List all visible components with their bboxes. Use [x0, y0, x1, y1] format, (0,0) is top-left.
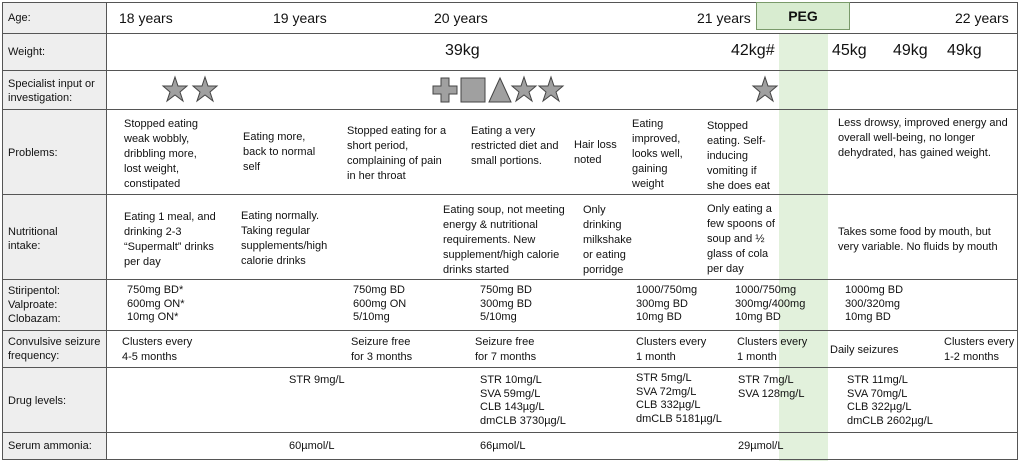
row-label-problems: Problems: — [8, 147, 58, 159]
doses-2: 750mg BD 600mg ON 5/10mg — [353, 284, 407, 323]
problem-3: Stopped eating for a short period, complaining of pain in her throat — [347, 125, 447, 182]
levels-4: STR 7mg/L SVA 128mg/L — [738, 374, 805, 400]
weight-39: 39kg — [445, 42, 480, 59]
star-icon — [752, 76, 778, 102]
problem-4: Eating a very restricted diet and small portions. — [471, 125, 559, 167]
nutrition-3: Eating soup, not meeting energy & nutritional requirements. New supplement/high calorie drinks started — [443, 204, 565, 276]
row-label-nutrition: Nutritional intake: — [8, 226, 58, 252]
star-icon — [162, 76, 188, 102]
doses-1: 750mg BD* 600mg ON* 10mg ON* — [127, 284, 185, 323]
seizure-7: Clusters every 1-2 months — [944, 336, 1015, 363]
square-icon — [460, 77, 486, 103]
nutrition-2: Eating normally. Taking regular supplements/high calorie drinks — [241, 210, 328, 267]
age-19: 19 years — [273, 10, 327, 26]
age-18: 18 years — [119, 10, 173, 26]
levels-3: STR 5mg/L SVA 72mg/L CLB 332µg/L dmCLB 5181µg/L — [636, 372, 722, 425]
triangle-icon — [488, 77, 512, 103]
row-label-drugs: Stiripentol: Valproate: Clobazam: — [8, 285, 61, 325]
weight-49a: 49kg — [893, 42, 928, 59]
nutrition-4: Only drinking milkshake or eating porridge — [583, 204, 632, 276]
problem-6: Eating improved, looks well, gaining weight — [632, 118, 683, 190]
star-icon — [192, 76, 218, 102]
levels-1: STR 9mg/L — [289, 374, 345, 386]
problem-2: Eating more, back to normal self — [243, 131, 316, 173]
nutrition-5: Only eating a few spoons of soup and ½ glass of cola per day — [707, 203, 775, 275]
row-label-weight: Weight: — [8, 46, 46, 58]
row-label-seizures: Convulsive seizure frequency: — [8, 336, 101, 362]
doses-5: 1000/750mg 300mg/400mg 10mg BD — [735, 284, 806, 323]
doses-4: 1000/750mg 300mg BD 10mg BD — [636, 284, 698, 323]
seizure-4: Clusters every 1 month — [636, 336, 707, 363]
problem-1: Stopped eating weak wobbly, dribbling more, lost weight, constipated — [124, 118, 199, 190]
seizure-6: Daily seizures — [830, 344, 899, 356]
age-22: 22 years — [955, 10, 1009, 26]
age-21: 21 years — [697, 10, 751, 26]
star-icon — [538, 76, 564, 102]
weight-45: 45kg — [832, 42, 867, 59]
ammonia-2: 66µmol/L — [480, 440, 526, 452]
age-20: 20 years — [434, 10, 488, 26]
levels-2: STR 10mg/L SVA 59mg/L CLB 143µg/L dmCLB 3730µg/L — [480, 374, 566, 427]
levels-5: STR 11mg/L SVA 70mg/L CLB 322µg/L dmCLB 2602µg/L — [847, 374, 933, 427]
seizure-3: Seizure free for 7 months — [475, 336, 537, 363]
seizure-1: Clusters every 4-5 months — [122, 336, 193, 363]
peg-marker: PEG — [756, 2, 850, 30]
nutrition-1: Eating 1 meal, and drinking 2-3 “Supermalt” drinks per day — [124, 211, 216, 268]
row-label-age: Age: — [8, 12, 31, 24]
doses-6: 1000mg BD 300/320mg 10mg BD — [845, 284, 904, 323]
problem-5: Hair loss noted — [574, 139, 617, 166]
seizure-5: Clusters every 1 month — [737, 336, 808, 363]
ammonia-3: 29µmol/L — [738, 440, 784, 452]
plus-icon — [432, 77, 458, 103]
seizure-2: Seizure free for 3 months — [351, 336, 413, 363]
weight-49b: 49kg — [947, 42, 982, 59]
ammonia-1: 60µmol/L — [289, 440, 335, 452]
doses-3: 750mg BD 300mg BD 5/10mg — [480, 284, 532, 323]
weight-42: 42kg# — [731, 42, 775, 59]
star-icon — [511, 76, 537, 102]
problem-8: Less drowsy, improved energy and overall well-being, no longer dehydrated, has gained weight. — [838, 117, 1008, 159]
row-label-specialist: Specialist input or investigation: — [8, 78, 95, 104]
row-label-drug-levels: Drug levels: — [8, 395, 67, 407]
nutrition-6: Takes some food by mouth, but very variable. No fluids by mouth — [838, 226, 998, 253]
problem-7: Stopped eating. Self-inducing vomiting if she does eat — [707, 120, 770, 192]
row-label-ammonia: Serum ammonia: — [8, 440, 92, 452]
